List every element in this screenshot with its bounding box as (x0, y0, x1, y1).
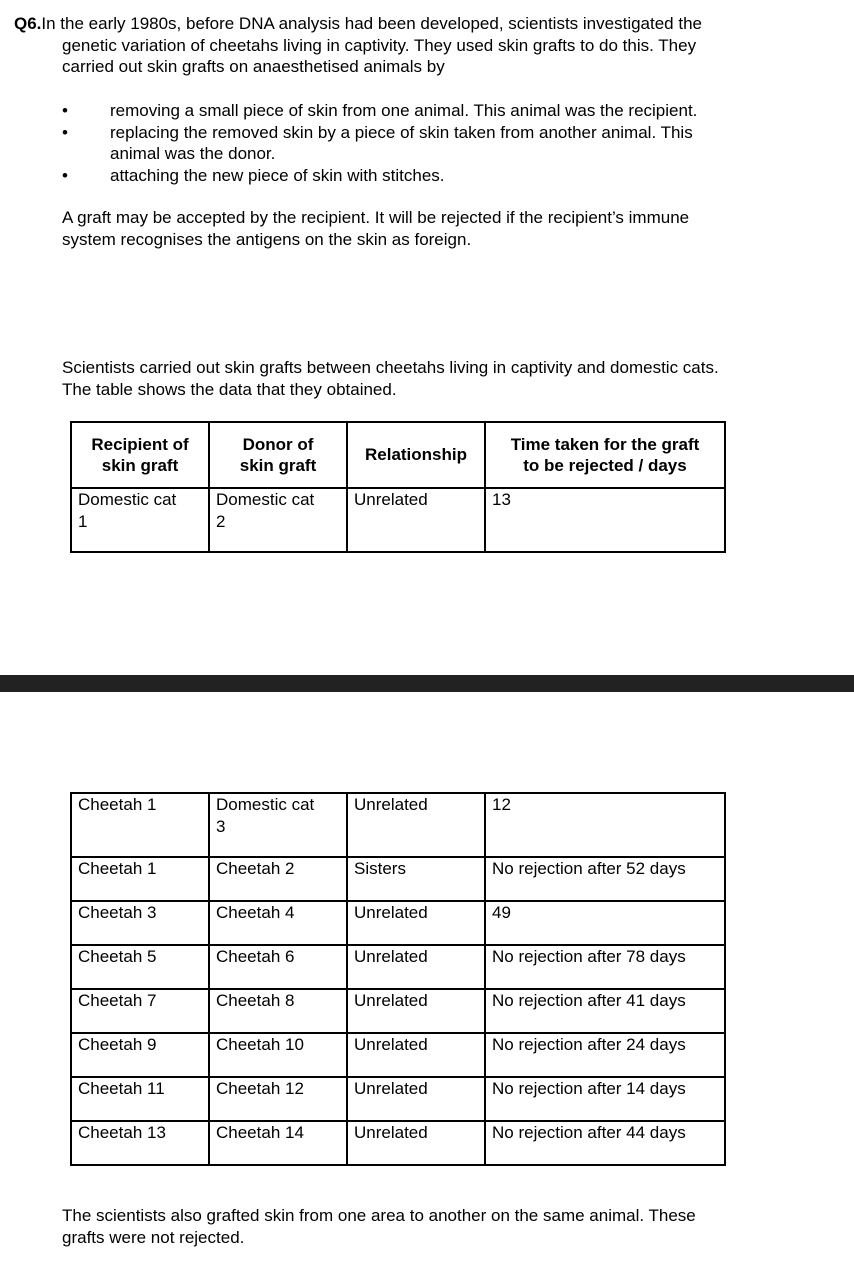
cell-line: 2 (216, 511, 226, 531)
cell-recipient: Cheetah 9 (71, 1033, 209, 1077)
cell-rejection-time: 49 (485, 901, 725, 945)
header-line: to be rejected / days (523, 456, 687, 475)
cell-recipient: Cheetah 11 (71, 1077, 209, 1121)
bullet-item (62, 100, 802, 122)
cell-rejection-time: No rejection after 78 days (485, 945, 725, 989)
cell-recipient (71, 488, 209, 552)
table-row (71, 857, 725, 901)
cell-recipient: Cheetah 5 (71, 945, 209, 989)
cell-relationship: Unrelated (347, 901, 485, 945)
paragraph-line: The table shows the data that they obtained. (62, 380, 397, 399)
cell-donor: Cheetah 14 (209, 1121, 347, 1165)
paragraph-line: Scientists carried out skin grafts between cheetahs living in captivity and domestic cats. (62, 358, 719, 377)
cell-relationship (347, 793, 485, 857)
cell-donor (209, 793, 347, 857)
cell-relationship: Unrelated (347, 989, 485, 1033)
question-line: carried out skin grafts on anaesthetised animals by (62, 57, 445, 76)
cell-recipient: Cheetah 1 (71, 857, 209, 901)
cell-rejection-time: No rejection after 41 days (485, 989, 725, 1033)
header-line: skin graft (239, 456, 317, 475)
cell-relationship: Unrelated (347, 1077, 485, 1121)
cell-donor (209, 488, 347, 552)
cell-line: Domestic cat (78, 490, 177, 509)
table-row (71, 989, 725, 1033)
header-line: skin graft (101, 456, 179, 475)
header-donor (209, 422, 347, 488)
method-bullet-list (62, 100, 802, 186)
paragraph-line: system recognises the antigens on the skin as foreign. (62, 230, 472, 249)
cell-line: Domestic cat (216, 795, 315, 814)
cell-recipient: Cheetah 3 (71, 901, 209, 945)
cell-relationship: Sisters (347, 857, 485, 901)
cell-rejection-time: No rejection after 14 days (485, 1077, 725, 1121)
cell-recipient (71, 793, 209, 857)
bullet-item (62, 122, 802, 165)
page-break-bar (0, 675, 854, 692)
graft-results-table-top (70, 421, 726, 553)
cell-rejection-time: No rejection after 44 days (485, 1121, 725, 1165)
question-line: genetic variation of cheetahs living in captivity. They used skin grafts to do this. They (62, 35, 697, 55)
cell-recipient: Cheetah 13 (71, 1121, 209, 1165)
bullet-line: removing a small piece of skin from one animal. This animal was the recipient. (110, 101, 698, 120)
cell-donor: Cheetah 2 (209, 857, 347, 901)
cell-line: Cheetah 1 (78, 795, 157, 814)
table-intro-paragraph (62, 357, 822, 401)
header-line: Donor of (242, 434, 314, 454)
bullet-marker: • (62, 165, 68, 185)
table-header-row (71, 422, 725, 488)
cell-line: 13 (492, 490, 511, 509)
self-graft-paragraph (62, 1205, 822, 1249)
paragraph-line: grafts were not rejected. (62, 1228, 245, 1247)
cell-donor: Cheetah 6 (209, 945, 347, 989)
cell-line: Unrelated (354, 795, 428, 814)
table-row (71, 1033, 725, 1077)
cell-line: 1 (78, 511, 88, 531)
header-line: Recipient of (91, 434, 189, 454)
cell-relationship: Unrelated (347, 1033, 485, 1077)
header-rejection-time (485, 422, 725, 488)
cell-rejection-time (485, 793, 725, 857)
table-row (71, 901, 725, 945)
cell-donor: Cheetah 4 (209, 901, 347, 945)
cell-rejection-time: No rejection after 24 days (485, 1033, 725, 1077)
bullet-line: animal was the donor. (110, 144, 276, 163)
cell-donor: Cheetah 8 (209, 989, 347, 1033)
cell-donor: Cheetah 12 (209, 1077, 347, 1121)
question-number: Q6. (14, 14, 42, 33)
cell-rejection-time (485, 488, 725, 552)
cell-relationship: Unrelated (347, 1121, 485, 1165)
cell-line: Unrelated (354, 490, 428, 509)
cell-relationship (347, 488, 485, 552)
header-line: Relationship (364, 445, 467, 465)
cell-donor: Cheetah 10 (209, 1033, 347, 1077)
graft-results-table-bottom (70, 792, 726, 1166)
bullet-marker: • (62, 122, 68, 142)
paragraph-line: The scientists also grafted skin from one area to another on the same animal. These (62, 1206, 696, 1225)
header-line: Time taken for the graft (510, 434, 700, 454)
question-first-line: In the early 1980s, before DNA analysis had been developed, scientists investigated the (41, 14, 702, 33)
bullet-item (62, 165, 802, 187)
cell-line: 3 (216, 816, 226, 836)
bullet-marker: • (62, 101, 68, 120)
table-row (71, 488, 725, 552)
question-text (14, 13, 814, 78)
cell-recipient: Cheetah 7 (71, 989, 209, 1033)
paragraph-line: A graft may be accepted by the recipient. It will be rejected if the recipient’s immune (62, 208, 690, 227)
bullet-line: attaching the new piece of skin with stitches. (110, 165, 445, 185)
graft-rejection-paragraph (62, 207, 822, 251)
table-row (71, 1121, 725, 1165)
cell-relationship: Unrelated (347, 945, 485, 989)
table-row (71, 945, 725, 989)
header-relationship (347, 422, 485, 488)
cell-line: Domestic cat (216, 490, 315, 509)
table-row (71, 1077, 725, 1121)
cell-line: 12 (492, 795, 511, 814)
cell-rejection-time: No rejection after 52 days (485, 857, 725, 901)
table-row (71, 793, 725, 857)
bullet-line: replacing the removed skin by a piece of skin taken from another animal. This (110, 122, 693, 142)
header-recipient (71, 422, 209, 488)
